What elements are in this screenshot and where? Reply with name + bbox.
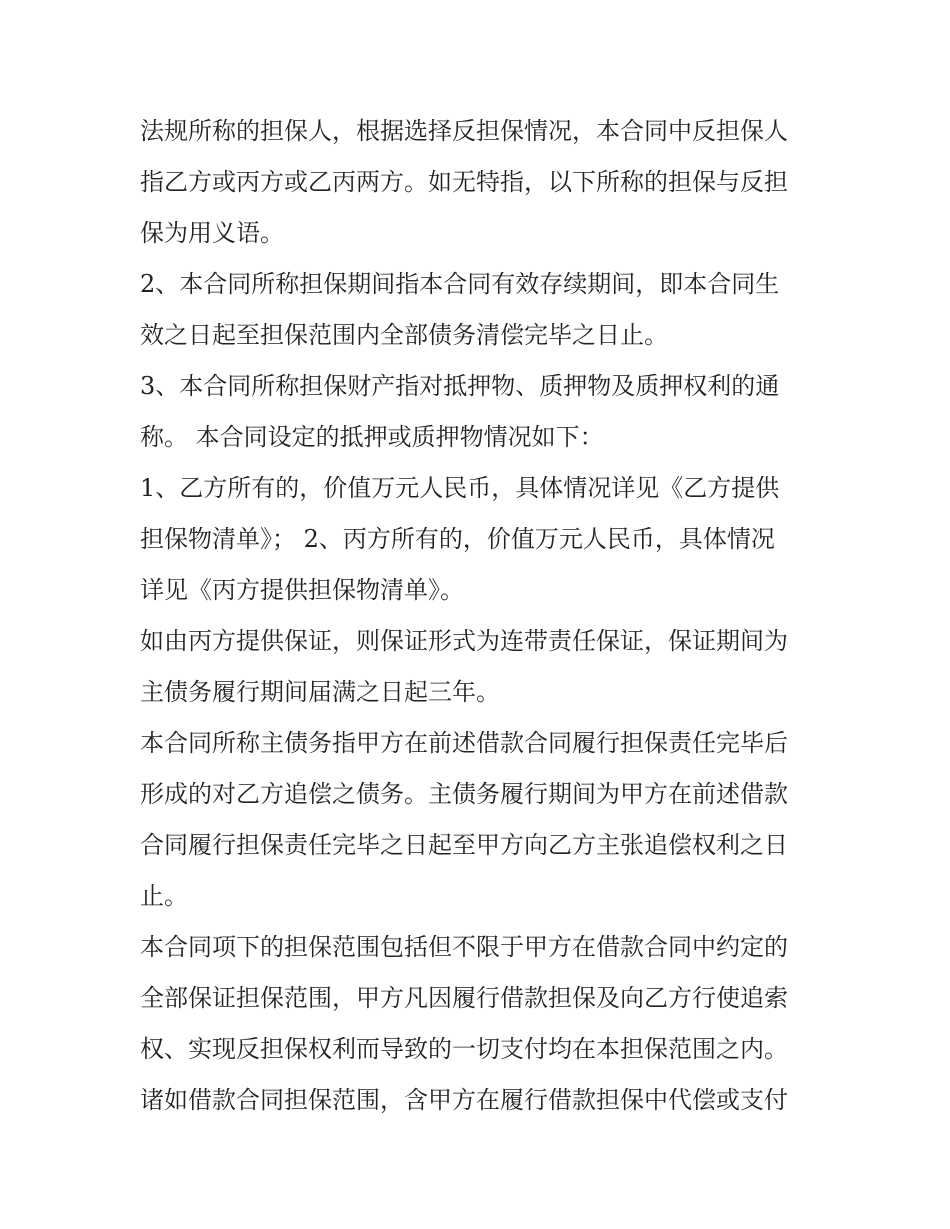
text-line: 指乙方或丙方或乙丙两方。如无特指，以下所称的担保与反担 [140, 168, 788, 196]
text-line: 如由丙方提供保证，则保证形式为连带责任保证，保证期间为 [140, 627, 788, 655]
text-line: 合同履行担保责任完毕之日起至甲方向乙方主张追偿权利之日 [140, 831, 788, 859]
text-line: 本合同所称主债务指甲方在前述借款合同履行担保责任完毕后 [140, 729, 788, 757]
text-line: 称。 本合同设定的抵押或质押物情况如下： [140, 423, 604, 451]
text-line: 效之日起至担保范围内全部债务清偿完毕之日止。 [140, 321, 668, 349]
text-line: 详见《丙方提供担保物清单》。 [140, 576, 464, 604]
text-line: 法规所称的担保人，根据选择反担保情况，本合同中反担保人 [140, 117, 788, 145]
text-line: 全部保证担保范围，甲方凡因履行借款担保及向乙方行使追索 [140, 984, 788, 1012]
text-line: 形成的对乙方追偿之债务。主债务履行期间为甲方在前述借款 [140, 780, 788, 808]
text-line: 3、本合同所称担保财产指对抵押物、质押物及质押权利的通 [140, 372, 780, 400]
text-line: 担保物清单》； 2、丙方所有的，价值万元人民币，具体情况 [140, 525, 775, 553]
text-line: 止。 [140, 882, 188, 910]
text-line: 本合同项下的担保范围包括但不限于甲方在借款合同中约定的 [140, 933, 788, 961]
text-line: 1、乙方所有的，价值万元人民币，具体情况详见《乙方提供 [140, 474, 780, 502]
text-line: 保为用义语。 [140, 219, 284, 247]
text-line: 2、本合同所称担保期间指本合同有效存续期间，即本合同生 [140, 270, 780, 298]
text-line: 诸如借款合同担保范围，含甲方在履行借款担保中代偿或支付 [140, 1086, 788, 1114]
text-line: 主债务履行期间届满之日起三年。 [140, 678, 500, 706]
text-line: 权、实现反担保权利而导致的一切支付均在本担保范围之内。 [140, 1035, 788, 1063]
document-body [140, 106, 820, 1126]
